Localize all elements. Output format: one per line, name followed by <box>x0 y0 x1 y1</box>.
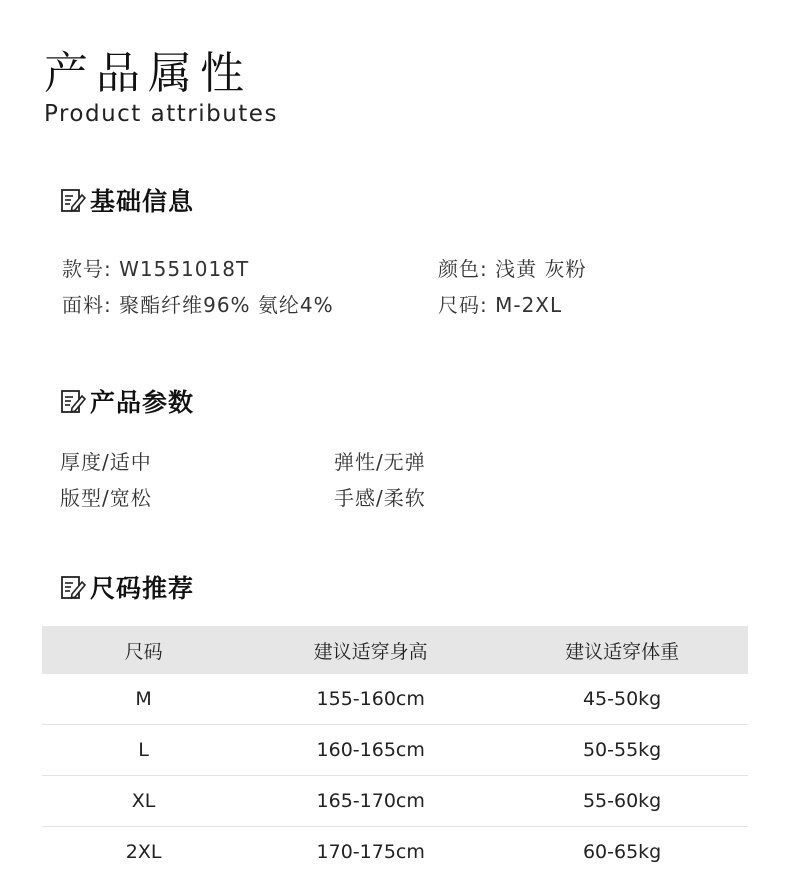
edit-document-icon <box>60 388 86 414</box>
height-cell: 165-170cm <box>245 776 496 827</box>
section-product-params <box>60 383 194 419</box>
table-row <box>42 725 748 776</box>
size-cell: 2XL <box>125 841 162 863</box>
weight-cell: 60-65kg <box>582 841 662 863</box>
table-row <box>42 827 748 878</box>
column-header-height: 建议适穿身高 <box>245 626 496 674</box>
page-subtitle: Product attributes <box>44 101 278 127</box>
section-title: 基础信息 <box>90 187 195 216</box>
edit-document-icon <box>60 574 86 600</box>
height-cell: 170-175cm <box>316 841 425 863</box>
feel-param: 手感/柔软 <box>334 486 426 510</box>
column-header-weight: 建议适穿体重 <box>496 626 748 674</box>
weight-cell: 45-50kg <box>496 674 748 725</box>
section-title: 产品参数 <box>90 388 195 417</box>
table-row <box>42 674 748 725</box>
table-header-row <box>42 626 748 674</box>
edit-document-icon <box>60 187 86 213</box>
size-cell: XL <box>42 776 245 827</box>
section-title: 尺码推荐 <box>90 574 195 603</box>
elasticity-param: 弹性/无弹 <box>334 450 426 474</box>
table-row <box>42 776 748 827</box>
weight-cell: 50-55kg <box>496 725 748 776</box>
fit-param: 版型/宽松 <box>60 486 152 510</box>
size-range: 尺码: M-2XL <box>438 293 563 317</box>
size-cell: M <box>42 674 245 725</box>
size-table <box>42 626 748 877</box>
color-info: 颜色: 浅黄 灰粉 <box>438 257 587 281</box>
style-number: 款号: W1551018T <box>62 257 250 281</box>
section-size-recommendation <box>60 569 194 605</box>
column-header-size: 尺码 <box>42 626 245 674</box>
section-basic-info <box>60 182 194 218</box>
height-cell: 155-160cm <box>245 674 496 725</box>
height-cell: 160-165cm <box>245 725 496 776</box>
size-cell: L <box>42 725 245 776</box>
material-info: 面料: 聚酯纤维96% 氨纶4% <box>62 293 334 317</box>
page-title: 产品属性 <box>44 48 252 99</box>
weight-cell: 55-60kg <box>496 776 748 827</box>
thickness-param: 厚度/适中 <box>60 450 152 474</box>
